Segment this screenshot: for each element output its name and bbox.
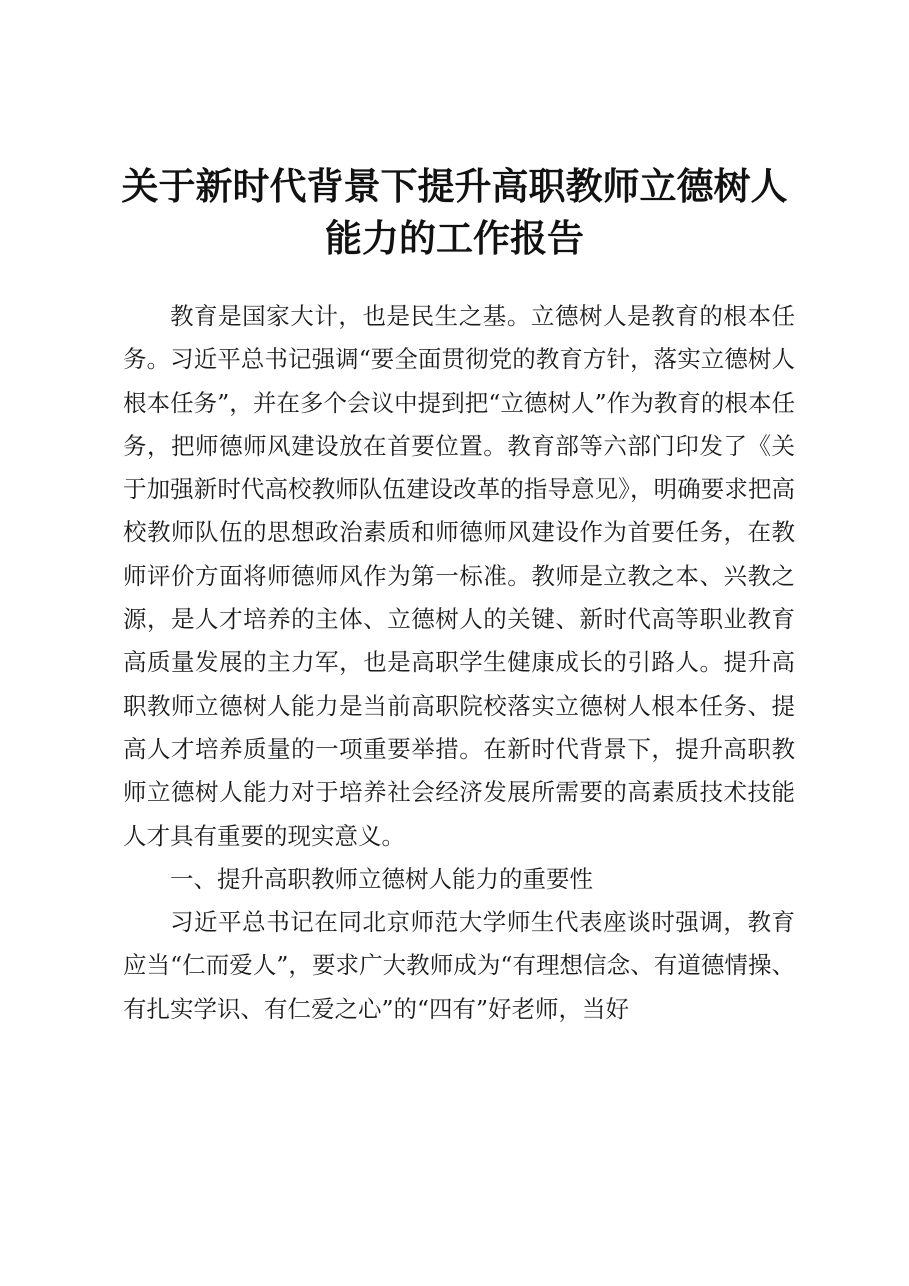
document-body (123, 295, 795, 1031)
section-heading: 一、提升高职教师立德树人能力的重要性 (170, 864, 593, 893)
intro-paragraph: 教育是国家大计，也是民生之基。立德树人是教育的根本任务。习近平总书记强调“要全面贯彻党的教育方针，落实立德树人根本任务”，并在多个会议中提到把“立德树人”作为教育的根本任务，把师德师风建设放在首要位置。教育部等六部门印发了《关于加强新时代高校教师队伍建设改革的指导意见》，明确要求把高校教师队伍的思想政治素质和师德师风建设作为首要任务，在教师评价方面将师德师风作为第一标准。教师是立教之本、兴教之源，是人才培养的主体、立德树人的关键、新时代高等职业教育高质量发展的主力军，也是高职学生健康成长的引路人。提升高职教师立德树人能力是当前高职院校落实立德树人根本任务、提高人才培养质量的一项重要举措。在新时代背景下，提升高职教师立德树人能力对于培养社会经济发展所需要的高素质技术技能人才具有重要的现实意义。 (123, 302, 795, 850)
document-title: 关于新时代背景下提升高职教师立德树人能力的工作报告 (121, 164, 788, 260)
section-paragraph: 习近平总书记在同北京师范大学师生代表座谈时强调，教育应当“仁而爱人”，要求广大教师成为“有理想信念、有道德情操、有扎实学识、有仁爱之心”的“四有”好老师，当好 (123, 908, 795, 1023)
